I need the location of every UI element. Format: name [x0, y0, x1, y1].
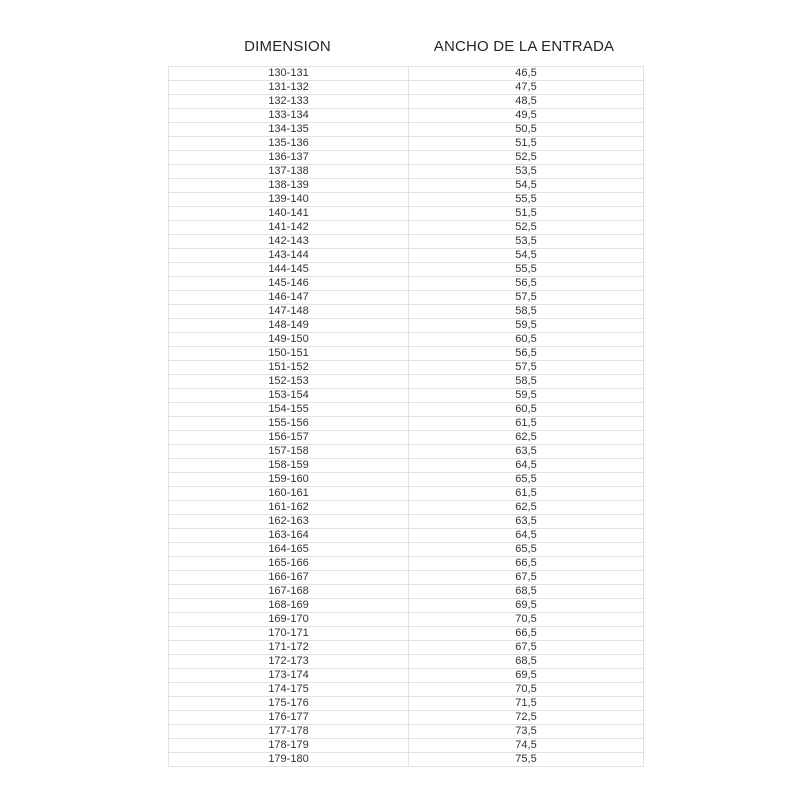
table-row — [169, 543, 644, 557]
ancho-column-header: ANCHO DE LA ENTRADA — [433, 38, 615, 55]
ancho-cell: 68,5 — [409, 655, 644, 669]
ancho-cell: 47,5 — [409, 81, 644, 95]
column-headers — [168, 38, 641, 55]
ancho-cell: 55,5 — [409, 263, 644, 277]
dimension-cell: 148-149 — [169, 319, 409, 333]
table-row — [169, 361, 644, 375]
dimension-cell: 163-164 — [169, 529, 409, 543]
table-row — [169, 151, 644, 165]
ancho-cell: 67,5 — [409, 641, 644, 655]
ancho-cell: 72,5 — [409, 711, 644, 725]
table-row — [169, 67, 644, 81]
ancho-cell: 62,5 — [409, 501, 644, 515]
dimension-cell: 146-147 — [169, 291, 409, 305]
table-row — [169, 109, 644, 123]
dimension-cell: 165-166 — [169, 557, 409, 571]
ancho-cell: 51,5 — [409, 207, 644, 221]
dimension-cell: 138-139 — [169, 179, 409, 193]
table-row — [169, 753, 644, 767]
table-row — [169, 501, 644, 515]
ancho-cell: 71,5 — [409, 697, 644, 711]
table-row — [169, 319, 644, 333]
ancho-cell: 63,5 — [409, 515, 644, 529]
dimension-cell: 139-140 — [169, 193, 409, 207]
table-row — [169, 599, 644, 613]
dimension-cell: 170-171 — [169, 627, 409, 641]
table-row — [169, 389, 644, 403]
ancho-cell: 65,5 — [409, 543, 644, 557]
ancho-cell: 53,5 — [409, 235, 644, 249]
table-row — [169, 207, 644, 221]
ancho-cell: 70,5 — [409, 613, 644, 627]
table-row — [169, 137, 644, 151]
table-row — [169, 641, 644, 655]
dimension-cell: 142-143 — [169, 235, 409, 249]
dimension-cell: 158-159 — [169, 459, 409, 473]
dimension-cell: 173-174 — [169, 669, 409, 683]
dimension-cell: 164-165 — [169, 543, 409, 557]
ancho-cell: 62,5 — [409, 431, 644, 445]
ancho-cell: 54,5 — [409, 249, 644, 263]
dimension-cell: 133-134 — [169, 109, 409, 123]
size-table — [168, 66, 644, 767]
ancho-cell: 56,5 — [409, 277, 644, 291]
dimension-cell: 140-141 — [169, 207, 409, 221]
dimension-cell: 132-133 — [169, 95, 409, 109]
ancho-cell: 58,5 — [409, 375, 644, 389]
dimension-cell: 177-178 — [169, 725, 409, 739]
dimension-cell: 179-180 — [169, 753, 409, 767]
dimension-cell: 143-144 — [169, 249, 409, 263]
dimension-cell: 161-162 — [169, 501, 409, 515]
dimension-cell: 137-138 — [169, 165, 409, 179]
ancho-cell: 60,5 — [409, 333, 644, 347]
ancho-cell: 57,5 — [409, 361, 644, 375]
ancho-cell: 48,5 — [409, 95, 644, 109]
table-row — [169, 235, 644, 249]
table-row — [169, 81, 644, 95]
dimension-cell: 144-145 — [169, 263, 409, 277]
table-row — [169, 445, 644, 459]
ancho-cell: 61,5 — [409, 417, 644, 431]
dimension-cell: 159-160 — [169, 473, 409, 487]
table-row — [169, 263, 644, 277]
dimension-cell: 130-131 — [169, 67, 409, 81]
table-row — [169, 123, 644, 137]
dimension-cell: 157-158 — [169, 445, 409, 459]
ancho-cell: 64,5 — [409, 459, 644, 473]
ancho-cell: 52,5 — [409, 221, 644, 235]
dimension-cell: 178-179 — [169, 739, 409, 753]
dimension-cell: 156-157 — [169, 431, 409, 445]
ancho-cell: 67,5 — [409, 571, 644, 585]
dimension-cell: 160-161 — [169, 487, 409, 501]
table-row — [169, 529, 644, 543]
ancho-cell: 74,5 — [409, 739, 644, 753]
dimension-cell: 167-168 — [169, 585, 409, 599]
table-row — [169, 333, 644, 347]
dimension-cell: 172-173 — [169, 655, 409, 669]
dimension-cell: 153-154 — [169, 389, 409, 403]
table-row — [169, 179, 644, 193]
ancho-cell: 69,5 — [409, 599, 644, 613]
dimension-cell: 152-153 — [169, 375, 409, 389]
table-row — [169, 347, 644, 361]
ancho-cell: 70,5 — [409, 683, 644, 697]
ancho-cell: 66,5 — [409, 557, 644, 571]
table-row — [169, 571, 644, 585]
ancho-cell: 75,5 — [409, 753, 644, 767]
ancho-cell: 58,5 — [409, 305, 644, 319]
table-row — [169, 655, 644, 669]
table-row — [169, 669, 644, 683]
ancho-cell: 66,5 — [409, 627, 644, 641]
ancho-cell: 64,5 — [409, 529, 644, 543]
table-row — [169, 305, 644, 319]
table-row — [169, 431, 644, 445]
table-row — [169, 403, 644, 417]
table-row — [169, 683, 644, 697]
table-row — [169, 725, 644, 739]
ancho-cell: 53,5 — [409, 165, 644, 179]
ancho-cell: 57,5 — [409, 291, 644, 305]
ancho-cell: 69,5 — [409, 669, 644, 683]
dimension-cell: 166-167 — [169, 571, 409, 585]
table-row — [169, 515, 644, 529]
ancho-cell: 73,5 — [409, 725, 644, 739]
ancho-cell: 56,5 — [409, 347, 644, 361]
table-row — [169, 585, 644, 599]
dimension-cell: 168-169 — [169, 599, 409, 613]
table-row — [169, 165, 644, 179]
dimension-column-header: DIMENSION — [244, 38, 331, 55]
dimension-cell: 136-137 — [169, 151, 409, 165]
dimension-cell: 171-172 — [169, 641, 409, 655]
dimension-cell: 169-170 — [169, 613, 409, 627]
ancho-cell: 65,5 — [409, 473, 644, 487]
dimension-cell: 150-151 — [169, 347, 409, 361]
ancho-cell: 54,5 — [409, 179, 644, 193]
table-row — [169, 221, 644, 235]
ancho-cell: 60,5 — [409, 403, 644, 417]
dimension-cell: 176-177 — [169, 711, 409, 725]
dimension-cell: 155-156 — [169, 417, 409, 431]
ancho-cell: 63,5 — [409, 445, 644, 459]
dimension-cell: 149-150 — [169, 333, 409, 347]
table-row — [169, 459, 644, 473]
table-row — [169, 613, 644, 627]
table-row — [169, 487, 644, 501]
dimension-cell: 174-175 — [169, 683, 409, 697]
dimension-cell: 135-136 — [169, 137, 409, 151]
table-row — [169, 711, 644, 725]
table-row — [169, 375, 644, 389]
ancho-cell: 59,5 — [409, 319, 644, 333]
table-row — [169, 417, 644, 431]
dimension-cell: 141-142 — [169, 221, 409, 235]
dimension-cell: 151-152 — [169, 361, 409, 375]
ancho-cell: 52,5 — [409, 151, 644, 165]
table-row — [169, 277, 644, 291]
ancho-cell: 59,5 — [409, 389, 644, 403]
table-row — [169, 193, 644, 207]
size-table-body — [169, 67, 644, 767]
table-row — [169, 627, 644, 641]
table-row — [169, 739, 644, 753]
dimension-cell: 147-148 — [169, 305, 409, 319]
ancho-cell: 51,5 — [409, 137, 644, 151]
table-row — [169, 291, 644, 305]
dimension-cell: 154-155 — [169, 403, 409, 417]
table-row — [169, 557, 644, 571]
table-row — [169, 249, 644, 263]
ancho-cell: 50,5 — [409, 123, 644, 137]
ancho-cell: 55,5 — [409, 193, 644, 207]
dimension-cell: 162-163 — [169, 515, 409, 529]
dimension-cell: 131-132 — [169, 81, 409, 95]
ancho-cell: 46,5 — [409, 67, 644, 81]
table-row — [169, 697, 644, 711]
dimension-cell: 134-135 — [169, 123, 409, 137]
ancho-cell: 49,5 — [409, 109, 644, 123]
dimension-cell: 175-176 — [169, 697, 409, 711]
ancho-cell: 61,5 — [409, 487, 644, 501]
table-row — [169, 473, 644, 487]
ancho-cell: 68,5 — [409, 585, 644, 599]
dimension-cell: 145-146 — [169, 277, 409, 291]
table-row — [169, 95, 644, 109]
